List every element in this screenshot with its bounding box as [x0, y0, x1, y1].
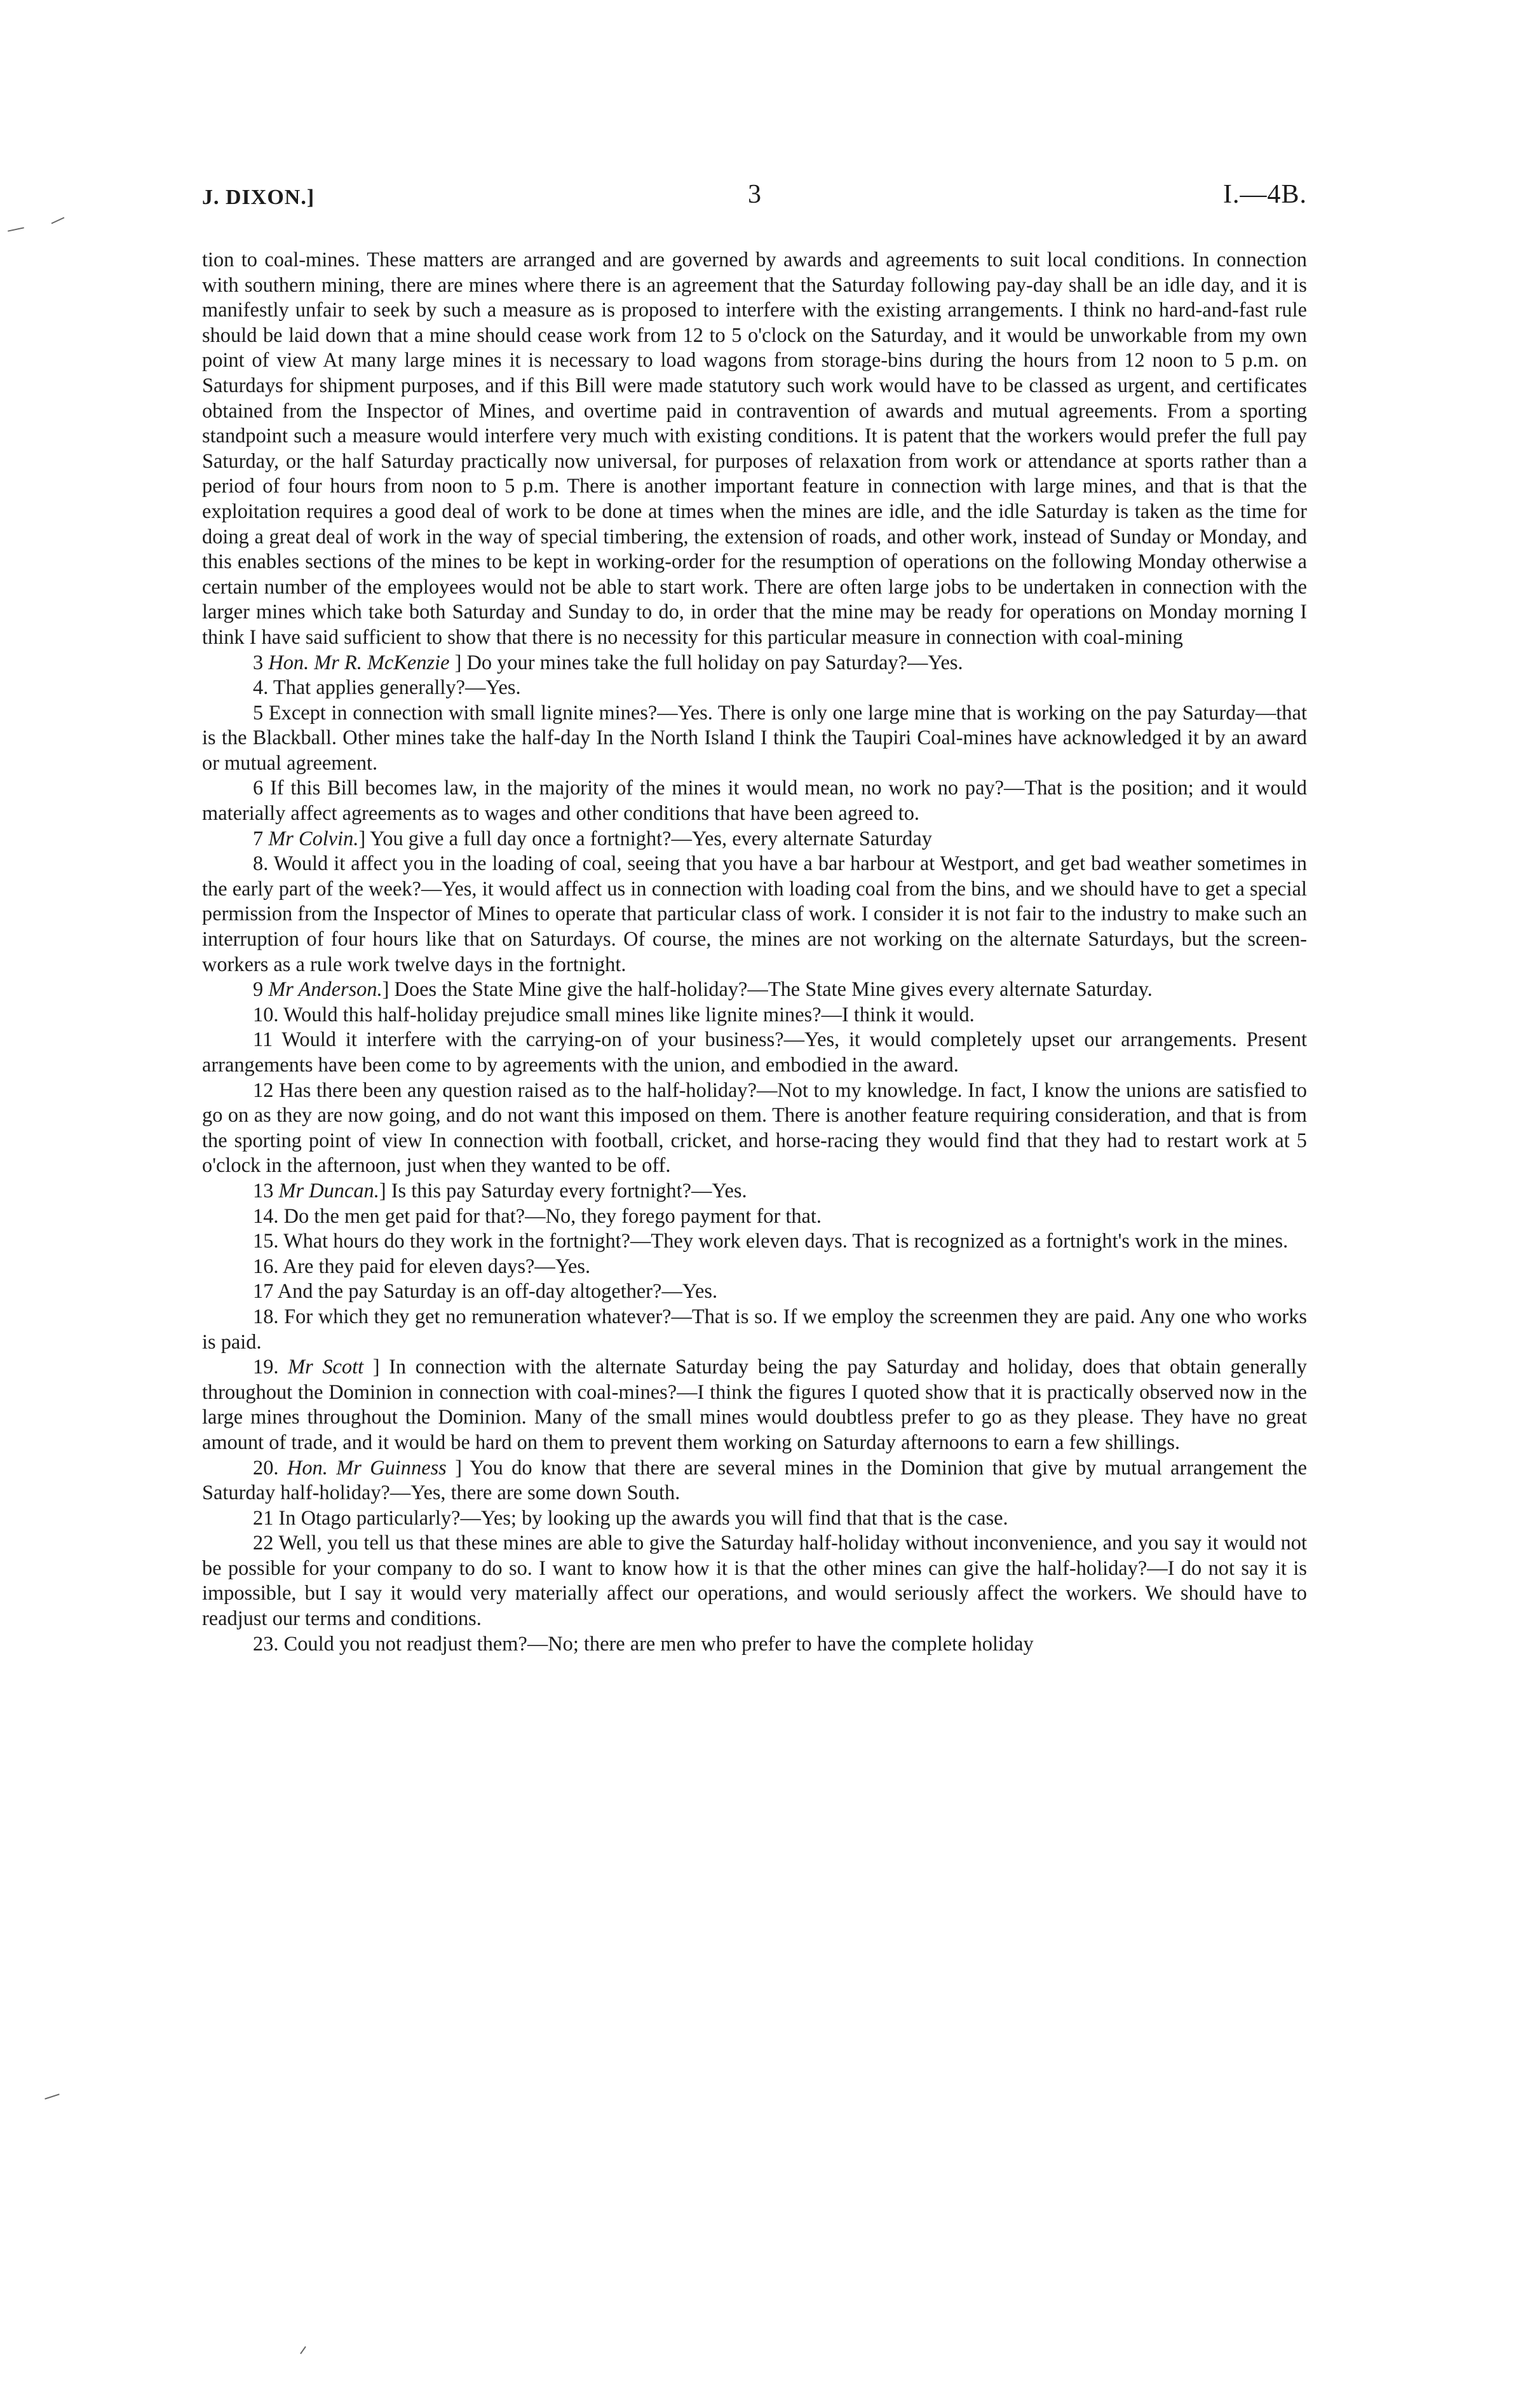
- paragraph: 10. Would this half-holiday prejudice small mines like lignite mines?—I think it would.: [253, 1003, 975, 1026]
- question-number: 8.: [253, 852, 269, 876]
- margin-mark: [300, 2346, 306, 2355]
- question-number: 18.: [253, 1305, 279, 1328]
- paragraph: 8. Would it affect you in the loading of coal, seeing that you have a bar harbour at Westport, and get bad weather sometimes in the early part of the week?—Yes, it would affect us in connection with loading coal from the bins, and we should have to get a special permission from the Inspector of Mines to operate that particular class of work. I consider it is not fair to the industry to make such an interruption of four hours like that on Saturdays. Of course, the mines are not working on the alternate Saturdays, but the screen-workers as a rule work twelve days in the fortnight.: [202, 852, 1308, 976]
- margin-mark: [8, 227, 24, 231]
- speaker: Mr Scott: [288, 1356, 364, 1379]
- paragraph: 14. Do the men get paid for that?—No, they forego payment for that.: [253, 1204, 822, 1228]
- speaker: Mr Anderson.: [268, 978, 382, 1002]
- document-reference: I.—4B.: [1223, 180, 1307, 209]
- paragraph: 9 Mr Anderson.] Does the State Mine give the half-holiday?—The State Mine gives every alternate Saturday.: [253, 978, 1153, 1002]
- question-number: 13: [253, 1179, 274, 1202]
- paragraph: tion to coal-mines. These matters are arranged and are governed by awards and agreements to suit local conditions. In connection with southern mining, there are mines where there is an agreement that the Saturday following pay-day shall be an idle day, and it is manifestly unfair to seek by such a measure as is proposed to interfere with the existing arrangements. I think no hard-and-fast rule should be laid down that a mine should cease work from 12 to 5 o'clock on the Saturday, and it would be unworkable from my own point of view At many large mines it is necessary to load wagons from storage-bins during the hours from 12 noon to 5 p.m. on Saturdays for shipment purposes, and if this Bill were made statutory such work would have to be classed as urgent, and certificates obtained from the Inspector of Mines, and overtime paid in contravention of awards and mutual agreements. From a sporting standpoint such a measure would interfere very much with existing conditions. It is patent that the workers would prefer the full pay Saturday, or the half Saturday practically now universal, for purposes of relaxation from work or attendance at sports rather than a period of four hours from noon to 5 p.m. There is another important feature in connection with large mines, and that is that the exploitation requires a good deal of work to be done at times when the mines are idle, and the idle Saturday is taken as the time for doing a great deal of work in the way of special timbering, the extension of roads, and other work, instead of Sunday or Monday, and this enables sections of the mines to be kept in working-order for the resumption of operations on the following Monday otherwise a certain number of the employees would not be able to start work. There are often large jobs to be undertaken in connection with the larger mines which take both Saturday and Sunday to do, in order that the mine may be ready for operations on Monday morning I think I have said sufficient to show that there is no necessity for this particular measure in connection with coal-mining: [202, 248, 1307, 649]
- question-number: 21: [253, 1506, 274, 1530]
- paragraph: 20. Hon. Mr Guinness ] You do know that there are several mines in the Dominion that give by mutual arrangement the Saturday half-holiday?—Yes, there are some down South.: [202, 1456, 1307, 1505]
- question-number: 23.: [253, 1632, 279, 1656]
- question-number: 9: [253, 978, 264, 1002]
- paragraph: 4. That applies generally?—Yes.: [253, 676, 521, 700]
- question-number: 7: [253, 827, 264, 850]
- paragraph: 22 Well, you tell us that these mines are able to give the Saturday half-holiday without inconvenience, and you say it would not be possible for your company to do so. I want to know how it is that the other mines can give the half-holiday?—I do not say it is impossible, but I say it would very materially affect our operations, and would seriously affect the workers. We should have to readjust our terms and conditions.: [202, 1532, 1308, 1631]
- question-number: 17: [253, 1280, 274, 1303]
- page-header: [202, 179, 1307, 217]
- paragraph: 17 And the pay Saturday is an off-day altogether?—Yes.: [253, 1280, 718, 1303]
- body-text: [202, 248, 1307, 1657]
- question-number: 12: [253, 1078, 274, 1102]
- question-number: 19.: [253, 1356, 279, 1379]
- paragraph: 15. What hours do they work in the fortnight?—They work eleven days. That is recognized as a fortnight's work in the mines.: [253, 1230, 1289, 1253]
- paragraph: 12 Has there been any question raised as to the half-holiday?—Not to my knowledge. In fact, I know the unions are satisfied to go on as they are now going, and do not want this imposed on them. There is another feature requiring consideration, and that is from the sporting point of view In connection with football, cricket, and horse-racing they would find that they had to restart work at 5 o'clock in the afternoon, just when they wanted to be off.: [202, 1078, 1307, 1178]
- margin-mark: [44, 2093, 59, 2099]
- speaker: Mr Duncan.: [278, 1179, 379, 1202]
- paragraph: 13 Mr Duncan.] Is this pay Saturday every fortnight?—Yes.: [253, 1179, 747, 1202]
- paragraph: 19. Mr Scott ] In connection with the alternate Saturday being the pay Saturday and holiday, does that obtain generally throughout the Dominion in connection with coal-mines?—I think the figures I quoted show that it is practically observed now in the large mines throughout the Dominion. Many of the small mines would doubtless prefer to go as they please. They have no great amount of trade, and it would be hard on them to prevent them working on Saturday afternoons to earn a few shillings.: [202, 1356, 1307, 1454]
- paragraph: 11 Would it interfere with the carrying-on of your business?—Yes, it would completely upset our arrangements. Present arrangements have been come to by agreements with the union, and embodied in the award.: [202, 1028, 1307, 1077]
- speaker: Hon. Mr R. McKenzie: [268, 651, 450, 674]
- question-number: 6: [253, 777, 264, 800]
- question-number: 22: [253, 1532, 274, 1555]
- question-number: 11: [253, 1028, 273, 1052]
- paragraph: 18. For which they get no remuneration whatever?—That is so. If we employ the screenmen they are paid. Any one who works is paid.: [202, 1305, 1307, 1354]
- question-number: 10.: [253, 1003, 279, 1026]
- question-number: 14.: [253, 1204, 279, 1228]
- question-number: 5: [253, 701, 264, 724]
- margin-mark: [51, 217, 65, 224]
- paragraph: 21 In Otago particularly?—Yes; by looking up the awards you will find that that is the case.: [253, 1506, 1008, 1530]
- paragraph: 3 Hon. Mr R. McKenzie ] Do your mines take the full holiday on pay Saturday?—Yes.: [253, 651, 963, 674]
- speaker: Mr Colvin.: [268, 827, 359, 850]
- paragraph: 6 If this Bill becomes law, in the majority of the mines it would mean, no work no pay?—That is the position; and it would materially affect agreements as to wages and other conditions that have been agreed to.: [202, 777, 1307, 826]
- paragraph: 23. Could you not readjust them?—No; there are men who prefer to have the complete holiday: [253, 1632, 1034, 1656]
- paragraph: 7 Mr Colvin.] You give a full day once a fortnight?—Yes, every alternate Saturday: [253, 827, 932, 850]
- question-number: 3: [253, 651, 264, 674]
- question-number: 15.: [253, 1230, 279, 1253]
- question-number: 20.: [253, 1456, 279, 1479]
- paragraph: 5 Except in connection with small lignite mines?—Yes. There is only one large mine that is working on the pay Saturday—that is the Blackball. Other mines take the half-day In the North Island I think the Taupiri Coal-mines have acknowledged it by an award or mutual agreement.: [202, 701, 1307, 775]
- question-number: 4.: [253, 676, 269, 700]
- paragraph: 16. Are they paid for eleven days?—Yes.: [253, 1255, 591, 1278]
- speaker: Hon. Mr Guinness: [287, 1456, 447, 1479]
- page-number: 3: [748, 180, 761, 209]
- question-number: 16.: [253, 1255, 279, 1278]
- header-witness: J. DIXON.]: [202, 186, 315, 209]
